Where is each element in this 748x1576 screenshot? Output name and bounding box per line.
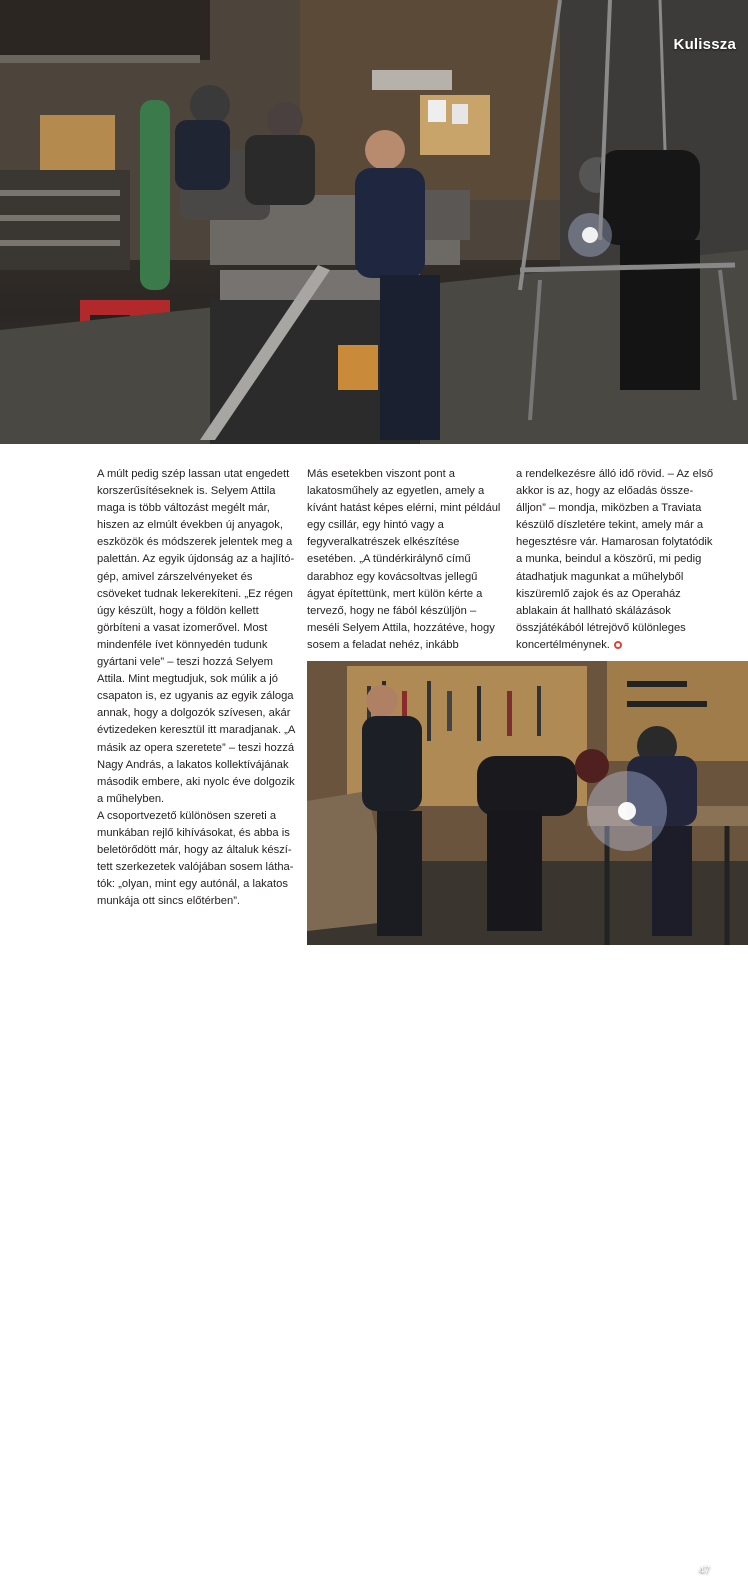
column3-paragraph xyxy=(516,466,714,654)
page-number: 47 xyxy=(698,1565,710,1576)
article-column-1 xyxy=(97,466,295,910)
column2-paragraph: Más esetekben viszont pont a lakatosműhely az egyetlen, amely a kívánt hatást képes elérni, mint például egy csillár, egy hintó vagy a fegyveralkatrészek elkészítése esetében. „A tündérkirálynő című darabhoz egy kovácsoltvas jellegű ágyat építettünk, mert külön kérte a tervező, hogy ne fából készüljön – meséli Selyem Attila, hozzátéve, hogy sosem a feladat nehéz, inkább xyxy=(307,468,501,651)
article-column-3 xyxy=(516,466,714,654)
workshop-photo-top xyxy=(0,0,748,444)
article-column-2 xyxy=(307,466,503,654)
workshop-scene-illustration xyxy=(0,0,748,444)
column1-paragraph: A múlt pedig szép lassan utat engedett korszerűsítéseknek is. Selyem Attila maga is több változást megélt már, hiszen az elmúlt években új anyagok, eszközök és módszerek jelentek meg a palettán. Az egyik újdonság az a hajlítógép, amivel zárszelvényeket és csöveket tudnak lekerekíteni. „Ez régen úgy készült, hogy a földön kellett görbíteni a vasat izomerővel. Most mindenféle ívet könnyedén tudunk gyártani vele” – teszi hozzá Selyem Attila. Mint megtudjuk, sok múlik a jó csapaton is, ez ugyanis az egyik záloga annak, hogy a dolgozók szívesen, akár évtizedeken keresztül itt maradjanak. „A másik az opera szeretete” – teszi hozzá Nagy András, a lakatos kollektívájának második embere, aki nyolc éve dolgozik a műhelyben. xyxy=(97,468,295,805)
section-label: Kulissza xyxy=(673,36,736,53)
article-end-mark-icon xyxy=(614,641,622,649)
column3-text: a rendelkezésre álló idő rövid. – Az első akkor is az, hogy az előadás összeálljon” – mondja, miközben a Traviata készülő díszletére tekint, amely már a hegesztésre vár. Hamarosan folytatódik a munka, beindul a köszörű, mi pedig átadhatjuk magunkat a műhelyből kiszüremlő zajok és az Operaház ablakain át hallható skálázások összjátékából létrejövő különleges koncertélménynek. xyxy=(516,468,714,651)
welding-scene-illustration xyxy=(307,661,748,945)
column1-paragraph-2: A csoportvezető különösen szereti a munkában rejlő kihívásokat, és abba is beletörődött már, hogy az általuk készített szerkezetek valójában sosem láthatók: „olyan, mint egy autónál, a lakatos munkája ott sincs előtérben”. xyxy=(97,809,294,908)
workshop-photo-bottom xyxy=(307,661,748,1576)
